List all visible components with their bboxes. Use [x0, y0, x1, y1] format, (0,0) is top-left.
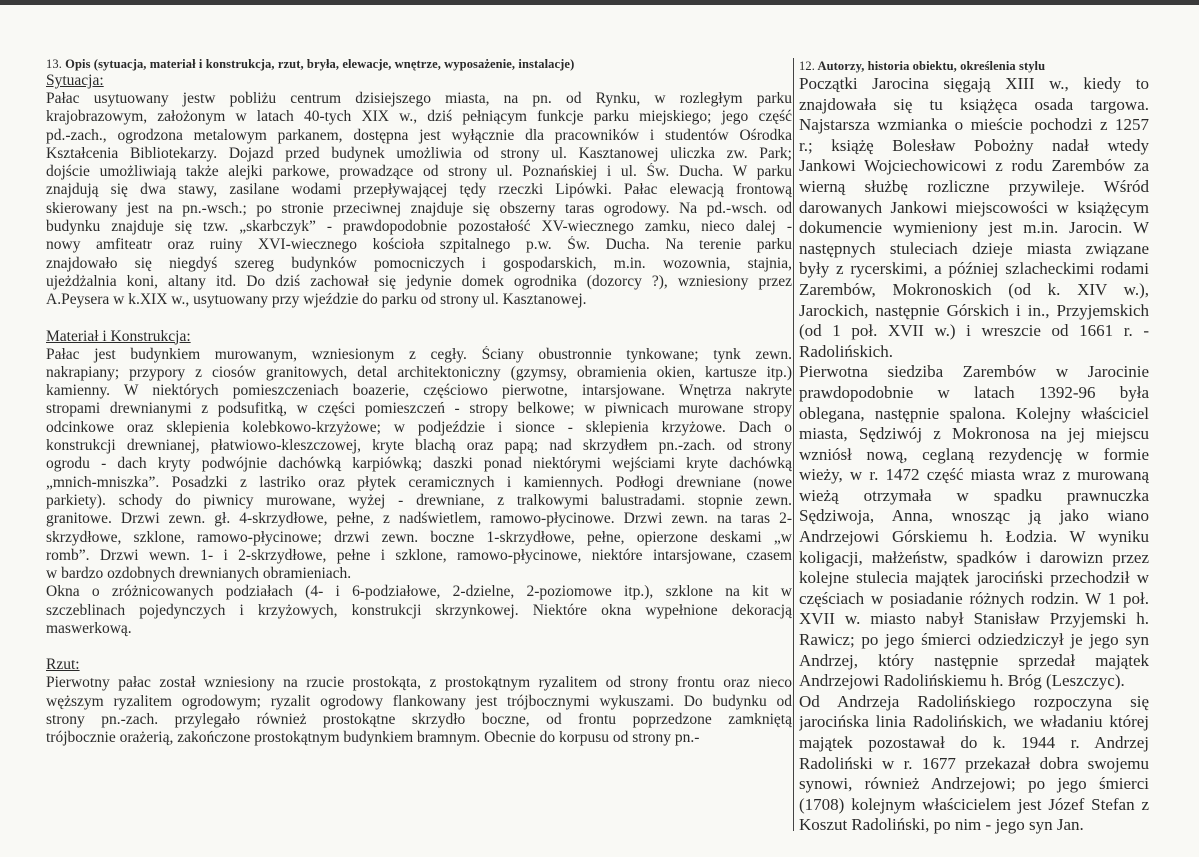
- text-line: częściach w posiadanie różnych rodzin. W 1 poł.: [799, 588, 1149, 608]
- text-line: strony pn.-zach. przylegało również prostokątne skrzydło boczne, od frontu poprzedzone zamkniętą: [46, 710, 792, 728]
- scan-top-edge: [0, 0, 1199, 5]
- text-line: „mnich-mniszka”. Posadzki z lastriko oraz płytek ceramicznych i kamiennych. Podłogi drewniane (nowe: [46, 473, 792, 491]
- text-line: konstrukcji drewnianej, płatwiowo-kleszczowej, kryte blachą oraz papą; nad skrzydłem pn.-zach. od strony: [46, 437, 792, 455]
- paragraph: [799, 362, 1149, 692]
- text-line: Radolińskich.: [799, 341, 893, 361]
- text-line: następnych stuleciach dzieje miasta związane: [799, 238, 1149, 258]
- text-line: romb”. Drzwi wewn. 1- i 2-skrzydłowe, pełne i szklone, ramowo-płycinowe, niektóre intarsjowane, czasem: [46, 546, 792, 564]
- paragraph: [46, 583, 792, 638]
- text-line: Okna o zróżnicowanych podziałach (4- i 6-podziałowe, 2-dzielne, 2-poziomowe itp.), szklone na kit w: [46, 583, 792, 601]
- text-line: odcinkowe oraz sklepienia kolebkowo-krzyżowe; w podjeździe i sionce - sklepienia krzyżowe. Dach o: [46, 418, 792, 436]
- text-line: Andrzej, który następnie sprzedał majątek: [799, 650, 1149, 670]
- section-spacer: [46, 310, 792, 328]
- subsection-title: Materiał i Konstrukcja:: [46, 327, 191, 345]
- text-line: dokumencie wymieniony jest m.in. Jarocin. W: [799, 218, 1149, 238]
- text-line: wzniósł nową, ceglaną rezydencję w formie: [799, 444, 1149, 464]
- text-line: wieżą otrzymała w spadku prawnuczka: [799, 485, 1149, 505]
- text-line: Pałac usytuowany jestw pobliżu centrum dzisiejszego miasta, na pn. od Rynku, w rozległym parku: [46, 90, 792, 107]
- text-line: Pierwotna siedziba Zarembów w Jarocinie: [799, 362, 1149, 382]
- text-line: parkiety). schody do piwnicy murowane, wyżej - drewniane, z tralkowymi balustradami. stopnie zewn.: [46, 491, 792, 509]
- section-heading: [46, 56, 792, 72]
- text-line: stropami drewnianymi z podsufitką, w części pomieszczeń - stropy belkowe; w piwnicach murowane stropy: [46, 400, 792, 418]
- text-line: znajdują się dwa stawy, zasilane wodami przepływającej tędy rzeczki Lipówki. Pałac elewacją frontową: [46, 181, 792, 199]
- text-line: Pierwotny pałac został wzniesiony na rzucie prostokąta, z prostokątnym ryzalitem od strony frontu oraz nieco: [46, 674, 792, 692]
- text-line: kolejne stulecia majątek jarociński przechodził w: [799, 568, 1149, 588]
- text-line: Andrzejowi Górskiemu h. Łodzia. W wyniku: [799, 527, 1149, 547]
- text-line: (od 1 poł. XVII w.) i wreszcie od 1661 r. -: [799, 321, 1149, 341]
- text-line: Sędziwoja, Anna, wnosząc ją jako wiano: [799, 506, 1149, 526]
- text-line: A.Peysera w k.XIX w., usytuowany przy wjeździe do parku od strony ul. Kasztanowej.: [46, 291, 587, 309]
- text-line: szczeblinach pojedynczych i krzyżowych, konstrukcji skrzynkowej. Niektóre okna wypełnione dekoracją: [46, 601, 792, 619]
- text-line: synowi, również Andrzejowi; po jego śmierci: [799, 774, 1149, 794]
- text-line: skrzydłowe, szklone, ramowo-płycinowe; drzwi zewn. boczne 1-skrzydłowe, pełne, opierzone deskami „w: [46, 528, 792, 546]
- history-body: [799, 74, 1149, 836]
- section-number: 12.: [799, 59, 815, 73]
- history-column: [793, 58, 1149, 835]
- text-line: znajdowała się tu książęca osada targowa.: [799, 94, 1149, 114]
- text-line: były z rycerskimi, a później szlacheckimi rodami: [799, 259, 1149, 279]
- text-line: (1708) kolejnym właścicielem jest Józef Stefan z: [799, 794, 1149, 814]
- text-line: dojście umożliwiają także alejki parkowe, prowadzące od strony ul. Poznańskiej i ul. Św. Ducha. W parku: [46, 163, 792, 181]
- paragraph: [46, 346, 792, 584]
- text-line: ogrodu - dach kryty podwójnie dachówką karpiówką; daszki ponad niektórymi wejściami kryte dachówką: [46, 455, 792, 473]
- text-line: Najstarsza wzmianka o mieście pochodzi z 1257: [799, 115, 1149, 135]
- text-line: koligacji, małżeństw, spadków i darowizn przez: [799, 547, 1149, 567]
- text-line: XVII w. miasto nabył Stanisław Przyjemski h.: [799, 609, 1149, 629]
- text-line: kamienny. W niektórych pomieszczeniach boazerie, częściowo pierwotne, intarsjowane. Wnętrza nakryte: [46, 382, 792, 400]
- text-line: wierną służbę rozliczne przywileje. Wśród: [799, 176, 1149, 196]
- paragraph: [46, 674, 792, 747]
- text-line: darowanych Jankowi miejscowości w książęcym: [799, 197, 1149, 217]
- text-line: prawdopodobnie w latach 1392-96 była: [799, 382, 1149, 402]
- text-line: Zarembów, Mokronoskich (od k. XIV w.),: [799, 279, 1149, 299]
- text-line: jarocińska linia Radolińskich, we władaniu której: [799, 712, 1149, 732]
- text-line: wieży, w r. 1472 część miasta wraz z murowaną: [799, 465, 1149, 485]
- paragraph: [799, 74, 1149, 362]
- text-line: w bardzo ozdobnych drewnianych obramieniach.: [46, 565, 352, 583]
- section-title: Autorzy, historia obiektu, określenia stylu: [817, 59, 1046, 73]
- paragraph: [799, 692, 1149, 836]
- text-line: Radoliński w r. 1677 przekazał dobra swojemu: [799, 753, 1149, 773]
- section-heading: [799, 58, 1149, 74]
- text-line: budynku znajduje się tzw. „skarbczyk” - prawdopodobnie pozostałość XV-wiecznego zamku, nieco dalej -: [46, 218, 792, 236]
- text-line: Andrzejowi Radolińskiemu h. Bróg (Leszczyc).: [799, 671, 1125, 691]
- description-column: [46, 56, 792, 748]
- text-line: nowy amfiteatr oraz ruiny XVI-wiecznego kościoła szpitalnego p.w. Św. Ducha. Na terenie parku: [46, 236, 792, 254]
- text-line: Rawicz; po jego śmierci odziedziczył je jego syn: [799, 630, 1149, 650]
- text-line: Pałac jest budynkiem murowanym, wzniesionym z cegły. Ściany obustronnie tynkowane; tynk zewn.: [46, 345, 792, 363]
- text-line: r.; książę Bolesław Pobożny nadał wtedy: [799, 135, 1149, 155]
- text-line: trójbocznie orażerią, zakończone prostokątnym budynkiem bramnym. Obecnie do korpusu od strony pn.-: [46, 729, 700, 747]
- text-line: maswerkową.: [46, 620, 132, 638]
- section-title: Opis (sytuacja, materiał i konstrukcja, rzut, bryła, elewacje, wnętrze, wyposażenie, instalacje): [65, 57, 575, 71]
- text-line: majątek pozostawał do k. 1944 r. Andrzej: [799, 733, 1149, 752]
- section-number: 13.: [46, 57, 62, 71]
- paragraph: [46, 90, 792, 310]
- subsection-title: Sytuacja:: [46, 72, 104, 89]
- text-line: węższym ryzalitem ogrodowym; ryzalit ogrodowy flankowany jest trójbocznymi wykuszami. Do budynku od: [46, 692, 792, 710]
- text-line: Jarockich, następnie Górskich i in., Przyjemskich: [799, 300, 1149, 320]
- text-line: pd.-zach., ogrodzona metalowym parkanem, dostępna jest wyłącznie dla pracowników i studentów Ośrodka: [46, 126, 792, 144]
- text-line: granitowe. Drzwi zewn. gł. 4-skrzydłowe, pełne, z nadświetlem, ramowo-płycinowe. Drzwi zewn. na taras 2-: [46, 510, 792, 528]
- description-body: [46, 72, 792, 748]
- text-line: Koszut Radoliński, po nim - jego syn Jan.: [799, 815, 1084, 835]
- text-line: Początki Jarocina sięgają XIII w., kiedy to: [799, 74, 1149, 93]
- text-line: znajdowało się niegdyś szereg budynków pomocniczych i gospodarskich, m.in. wozownia, stajnia,: [46, 254, 792, 272]
- subsection-title: Rzut:: [46, 656, 80, 674]
- text-line: Kształcenia Bibliotekarzy. Dojazd przed budynek umożliwia od strony ul. Kasztanowej uliczka zw. Park;: [46, 144, 792, 162]
- text-line: skierowany jest na pn.-wsch.; po stronie przeciwnej znajduje się obszerny taras ogrodowy. Na pd.-wsch. od: [46, 199, 792, 217]
- text-line: oblegana, następnie spalona. Kolejny właściciel: [799, 403, 1149, 423]
- text-line: krajobrazowym, założonym w latach 40-tych XIX w., dziś pełniącym funkcje parku miejskiego; jego część: [46, 108, 792, 126]
- text-line: miasta, Sędziwój z Mokronosa na jej miejscu: [799, 424, 1149, 444]
- section-spacer: [46, 638, 792, 656]
- text-line: Jankowi Wojciechowicowi z rodu Zarembów za: [799, 156, 1149, 176]
- text-line: nakrapiany; przypory z ciosów granitowych, detal architektoniczny (gzymsy, obramienia okien, kartusze itp.): [46, 363, 792, 381]
- text-line: Od Andrzeja Radolińskiego rozpoczyna się: [799, 691, 1149, 711]
- text-line: ujeżdżalnia koni, altany itd. Do dziś zachował się jedynie domek ogrodnika (dozorcy ?), wzniesiony przez: [46, 272, 792, 290]
